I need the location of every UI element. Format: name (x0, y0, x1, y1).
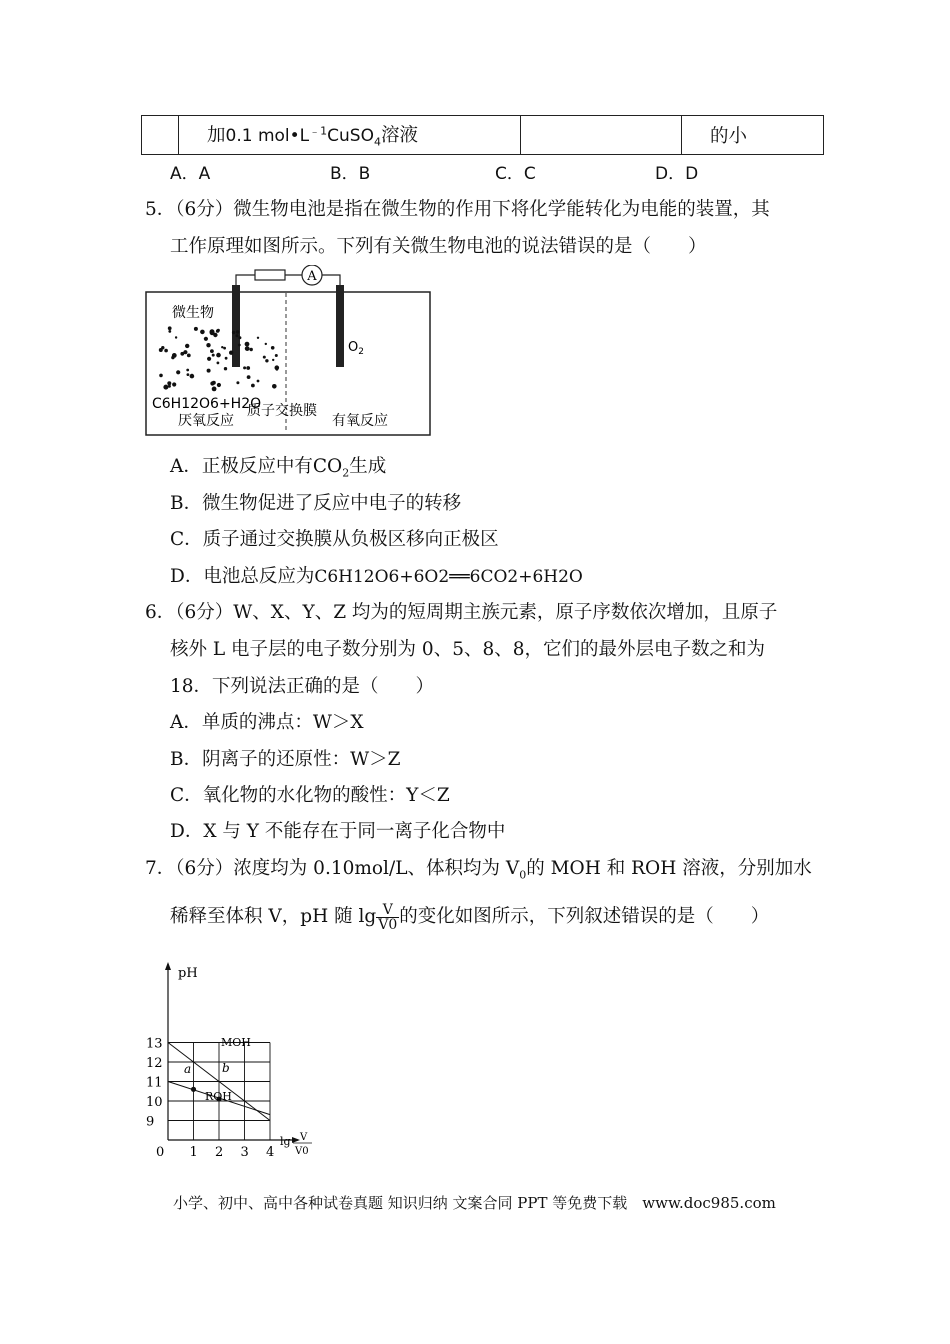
microbe-dot (206, 343, 210, 347)
q4-option-c: C．C (495, 164, 536, 184)
microbe-dot (257, 380, 260, 383)
q6-stem-line3: 18．下列说法正确的是（ ） (170, 676, 435, 697)
q4-option-d: D．D (655, 164, 699, 184)
q5-stem-line1: 5．（6分）微生物电池是指在微生物的作用下将化学能转化为电能的装置，其 (145, 199, 770, 220)
microbe-dot (217, 383, 221, 387)
microbe-dot (194, 327, 198, 331)
anode-electrode (232, 285, 240, 367)
q7-stem-line2: 稀释至体积 V，pH 随 lg $\frac{V}{V0}$ 的变化如图所示，下列叙述错误的是（ ） (170, 901, 770, 933)
q6-option-c: C．氧化物的水化物的酸性：Y＜Z (170, 785, 450, 806)
label-membrane: 质子交换膜 (247, 403, 317, 419)
microbe-dot (210, 329, 215, 334)
ammeter-label: A (307, 269, 317, 284)
microbe-dot (265, 359, 268, 362)
microbe-dot (200, 330, 205, 335)
microbe-dot (204, 337, 208, 341)
microbe-dot (168, 330, 171, 333)
label-microbe: 微生物 (172, 305, 214, 321)
microbe-dot (207, 357, 211, 361)
x-tick-label: 2 (215, 1145, 224, 1160)
q6-stem-line1: 6．（6分）W、X、Y、Z 均为的短周期主族元素，原子序数依次增加，且原子 (145, 602, 778, 623)
table-cell-empty (142, 116, 179, 155)
microbe-dot (251, 384, 255, 388)
microbe-dot (229, 351, 233, 355)
x-tick-label: 3 (240, 1145, 249, 1160)
q5-option-d: D．电池总反应为C6H12O6+6O2══6CO2+6H2O (170, 566, 583, 587)
microbe-dot (207, 369, 211, 373)
y-axis-label: pH (178, 966, 198, 981)
microbe-dot (212, 387, 217, 392)
microbe-dot (168, 326, 172, 330)
q6-option-a: A．单质的沸点：W＞X (170, 712, 364, 733)
microbe-dot (210, 349, 214, 353)
microbe-dot (221, 346, 223, 348)
resistor (255, 270, 285, 280)
wire-right (322, 275, 340, 285)
x-tick-labels (156, 1145, 274, 1160)
microbe-dot (167, 381, 171, 385)
series-label-moh: MOH (221, 1036, 251, 1049)
microbe-dot (247, 375, 251, 379)
x-tick-label: 0 (156, 1145, 165, 1160)
y-tick-label: 10 (146, 1095, 163, 1110)
q4-option-a: A．A (170, 164, 211, 184)
microbe-dot (238, 336, 241, 339)
answer-table (141, 115, 824, 155)
microbe-dot (225, 357, 228, 360)
y-tick-labels (146, 1037, 163, 1130)
label-anaerobic: 厌氧反应 (178, 413, 234, 429)
point-label-b: b (222, 1061, 230, 1075)
label-o2: $O_2$ (348, 340, 364, 357)
microbe-dot (236, 381, 239, 384)
microbe-dot (250, 348, 253, 351)
q4-option-b: B．B (330, 164, 371, 184)
microbe-dot (276, 368, 279, 371)
microbe-dot (223, 347, 226, 350)
x-axis-label-num: V (300, 1132, 308, 1143)
x-axis-arrow-icon (292, 1137, 300, 1143)
q7-stem-line1: 7．（6分）浓度均为 0.10mol/L、体积均为 $V_0$的 MOH 和 ROH 溶液，分别加水 (145, 858, 812, 882)
microbe-dot (172, 382, 176, 386)
x-axis-label-lg: lg (280, 1135, 291, 1148)
microbe-dot (275, 354, 278, 357)
q5-option-a: A．正极反应中有$CO_2$生成 (170, 456, 387, 480)
microbe-dot (224, 367, 227, 370)
series-label-roh: ROH (205, 1090, 232, 1103)
microbe-dot (265, 343, 267, 345)
microbe-dot (183, 350, 187, 354)
y-axis-arrow-icon (165, 962, 171, 970)
microbial-cell-diagram (140, 265, 440, 440)
data-point-a (191, 1087, 196, 1092)
microbe-dot (236, 334, 239, 337)
q5-stem-line2: 工作原理如图所示。下列有关微生物电池的说法错误的是（ ） (170, 236, 707, 257)
microbe-dot (245, 346, 250, 351)
microbe-dot (232, 331, 235, 334)
lg-fraction: $\frac{V}{V0}$ (378, 901, 398, 933)
microbe-dot (171, 356, 174, 359)
label-glucose: C6H12O6+H2O (152, 396, 262, 412)
microbe-dot (245, 342, 250, 347)
microbe-dot (216, 353, 221, 358)
page-footer: 小学、初中、高中各种试卷真题 知识归纳 文案合同 PPT 等免费下载 www.doc985.com (173, 1194, 776, 1212)
q6-stem-line2: 核外 L 电子层的电子数分别为 0、5、8、8，它们的最外层电子数之和为 (170, 639, 766, 660)
microbe-dot (216, 329, 219, 332)
x-axis-label-den: V0 (295, 1146, 309, 1157)
q5-option-c: C．质子通过交换膜从负极区移向正极区 (170, 529, 499, 550)
microbe-dot (159, 374, 163, 378)
microbe-dot (168, 385, 171, 388)
y-tick-label: 12 (146, 1056, 163, 1071)
microbe-dot (263, 356, 266, 359)
label-aerobic: 有氧反应 (332, 413, 388, 429)
microbe-dot (176, 370, 180, 374)
microbe-dot (272, 359, 274, 361)
wire-left (236, 275, 255, 285)
cathode-electrode (336, 285, 344, 367)
microbe-dot (175, 336, 177, 338)
microbe-dot (257, 337, 259, 339)
microbe-dot (236, 330, 240, 334)
x-tick-label: 1 (189, 1145, 198, 1160)
microbe-dot (187, 373, 190, 376)
q5-option-b: B．微生物促进了反应中电子的转移 (170, 493, 462, 514)
microbe-dot (210, 381, 214, 385)
table-cell-reagent: 加0.1 $mol•L^{﹣1}CuSO_4$溶液 (179, 116, 521, 155)
microbe-dot (185, 344, 189, 348)
q6-option-b: B．阴离子的还原性：W＞Z (170, 749, 401, 770)
microbe-dot (163, 385, 168, 390)
microbe-dot (186, 369, 189, 372)
microbe-dot (243, 366, 246, 369)
microbe-dot (217, 362, 220, 365)
microbe-dot (246, 366, 250, 370)
table-cell-result: 的小 (682, 116, 824, 155)
microbe-dot (271, 346, 275, 350)
microbe-dot (164, 349, 168, 353)
microbe-dot (187, 354, 191, 358)
x-tick-label: 4 (266, 1145, 275, 1160)
microbe-dot (159, 348, 163, 352)
point-label-a: a (184, 1062, 192, 1076)
microbe-dot (272, 384, 277, 389)
microbe-dot (190, 374, 195, 379)
microbe-dot (238, 344, 241, 347)
microbe-dots (159, 326, 279, 391)
y-tick-label: 11 (146, 1075, 163, 1091)
q6-option-d: D．X 与 Y 不能存在于同一离子化合物中 (170, 821, 506, 842)
ph-dilution-chart (140, 960, 330, 1160)
microbe-dot (212, 354, 215, 357)
y-tick-label: 9 (146, 1114, 155, 1130)
y-tick-label: 13 (146, 1036, 163, 1052)
table-cell-empty-2 (521, 116, 682, 155)
